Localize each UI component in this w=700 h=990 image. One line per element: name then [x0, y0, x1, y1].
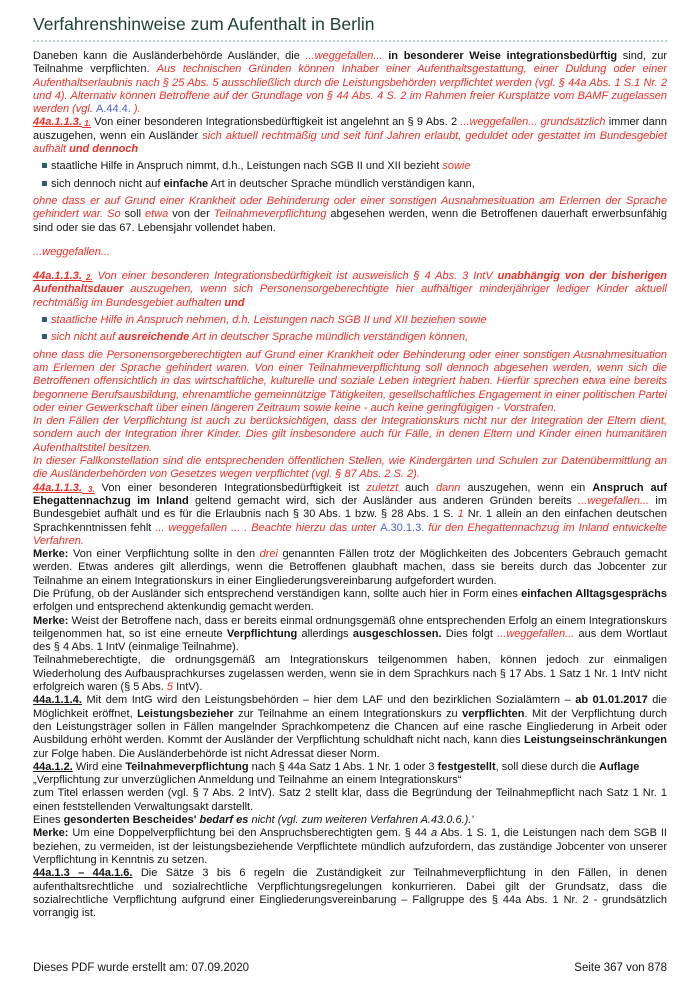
text-segment: sowie	[442, 160, 471, 173]
text-segment: zur Teilnahme an einem Integrationskurs zu	[233, 707, 463, 720]
paragraph	[33, 654, 667, 694]
text-segment: ohne dass die Personensorgeberechtigten auf Grund einer Krankheit oder Behinderung oder einer sonstigen Ausnahmesituation am Erlernen der Sprache gehindert waren. Von einer Teilnahmeverpflichtung soll dennoch abgesehen werden, wenn sich die Betroffenen offensichtlich in das wirtschaftliche, kulturelle und soziale Leben integriert haben. Hierfür sprechen etwa eine bereits begonnene Berufsausbildung, ehrenamtliche gemeinnützige Tätigkeiten, gesellschaftliches Engagement in einer politischen Partei oder einer Gewerkschaft über einen längeren Zeitraum sowie keine - auch keine geringfügigen - Vorstrafen.	[33, 348, 667, 414]
paragraph	[33, 787, 667, 814]
text-segment: immer dann auszugehen, wenn ein Ausländer	[33, 116, 667, 142]
text-segment: Wird eine	[72, 760, 126, 773]
text-segment: aus dem Wortlaut des § 4 Abs. 1 IntV (einmalige Teilnahme).	[33, 627, 668, 654]
text-segment: bedarf es	[199, 814, 249, 827]
text-segment: sich dennoch nicht auf	[51, 177, 164, 190]
text-segment: Von einer besonderen Integrationsbedürftigkeit ist	[94, 481, 367, 494]
text-segment: Teilnahmeberechtigte, die ordnungsgemäß am Integrationskurs teilgenommen haben, können jedoch zur einmaligen Wiederholung des Aufbausprachkurses zugelassen werden, wenn sie in dem Sprachkurs nach § 17 Abs. 1 Satz 1 Nr. 1 IntV nicht erfolgreich waren (§ 5 Abs.	[33, 654, 667, 694]
text-segment: ab 01.01.2017	[575, 694, 648, 707]
text-segment: und dennoch	[69, 143, 139, 156]
text-segment: Leistungseinschränkungen	[523, 734, 667, 747]
text-segment: staatliche Hilfe in Anspruch nehmen, d.h. Leistungen nach SGB II und XII beziehen sowie	[51, 314, 487, 327]
text-segment: zum Titel erlassen werden (vgl. § 7 Abs. 2 IntV). Satz 2 stellt klar, dass die Begründung der Teilnahmepflicht nach Satz 1 Nr. 1 einen feststellenden Verwaltungsakt darstellt.	[33, 787, 667, 813]
paragraph	[33, 548, 667, 588]
paragraph	[33, 349, 667, 415]
footer-page-number: Seite 367 von 878	[574, 962, 667, 974]
text-segment: 3.	[81, 484, 95, 494]
text-segment: sich aktuell rechtmäßig und seit fünf Jahren erlaubt, geduldet oder gestattet im Bundesgebiet aufhält	[33, 129, 667, 156]
text-segment: Eines	[33, 814, 64, 827]
text-segment: Aus technischen Gründen können Inhaber einer Aufenthaltsgestattung, einer Duldung oder einer Aufenthaltserlaubnis nach § 25 Abs. 5 ausschließlich durch die Leistungsbehörden verpflichtet werden (vgl. § 44a Abs. 1 S.1 Nr. 2 und 4). Alternativ können Betroffene auf der Grundlage von § 44 Abs. 4 S. 2 im Rahmen freier Kursplätze vom BAMF zugelassen werden (vgl.	[33, 63, 667, 116]
list-item	[42, 160, 667, 173]
text-segment: 44a.1.2.	[33, 760, 73, 773]
list-item	[42, 314, 667, 327]
text-segment: Von einer besonderen Integrationsbedürftigkeit ist angelehnt an § 9 Abs. 2	[91, 116, 461, 129]
text-segment: auszugehen, wenn ein	[460, 481, 593, 494]
text-segment: „Verpflichtung zur unverzüglichen Anmeldung und Teilnahme an einem Integrationskurs“	[33, 774, 462, 787]
paragraph	[33, 774, 667, 787]
text-segment: Verpflichtung	[226, 627, 298, 640]
text-segment: auszugehen, wenn sich Personensorgeberechtigte hier aufhältiger minderjähriger lediger Kinder aktuell rechtmäßig im Bundesgebiet aufhalten	[33, 283, 667, 309]
paragraph	[33, 615, 667, 655]
text-segment: Merke:	[33, 827, 69, 840]
paragraph-gap	[33, 235, 667, 246]
text-segment: ohne dass er auf Grund einer Krankheit oder Behinderung oder einer sonstigen Ausnahmesituation am Erlernen der Sprache gehindert war. So	[33, 194, 667, 221]
text-segment: die Möglichkeit eröffnet,	[33, 694, 667, 720]
text-segment: Dies folgt	[441, 627, 498, 640]
text-segment: ausreichende	[118, 331, 190, 344]
text-segment: etwa	[145, 208, 169, 221]
cross-reference-link[interactable]: A.44.4.	[95, 103, 131, 116]
text-segment: und	[224, 296, 245, 309]
paragraph	[33, 195, 667, 235]
text-segment: auch	[398, 481, 436, 494]
bullet-square-icon	[42, 163, 47, 168]
page-footer	[33, 962, 667, 974]
text-segment: nicht (vgl. zum weiteren Verfahren A.43.0.6.).'	[248, 814, 474, 827]
paragraph	[33, 867, 667, 920]
text-segment: In dieser Fallkonstellation sind die entsprechenden öffentlichen Stellen, wie Kindergärten und Schulen zur Datenübermittlung an die Ausländerbehörden von Gesetzes wegen verpflichtet (vgl. § 87 Abs. 2 S. 2).	[33, 455, 667, 481]
text-segment: Teilnahmeverpflichtung	[213, 208, 327, 221]
paragraph	[33, 415, 667, 455]
text-segment: Art in deutscher Sprache mündlich verständigen können,	[189, 331, 469, 344]
text-segment: Auflage	[599, 760, 640, 773]
text-segment: festgestellt	[437, 760, 496, 773]
cross-reference-link[interactable]: A.30.1.3.	[380, 521, 425, 534]
footer-created-date: Dieses PDF wurde erstellt am: 07.09.2020	[33, 962, 250, 974]
text-segment: geltend gemacht wird, sich der Ausländer aus anderen Gründen bereits	[188, 494, 579, 507]
text-segment: In den Fällen der Verpflichtung ist auch zu berücksichtigen, dass der Integrationskurs nicht nur der Integration der Eltern dient, sondern auch der Integration ihrer Kinder. Dies gilt insbesondere auch für Fälle, in denen Eltern und Kinder einen humanitären Aufenthaltstitel besitzen.	[33, 415, 667, 454]
text-segment: im Bundesgebiet aufhält und es für die Erlaubnis nach § 30 Abs. 1 bzw. § 28 Abs. 1 S.	[33, 494, 667, 521]
text-segment: 1	[457, 508, 464, 521]
text-segment: IntV).	[173, 681, 203, 694]
text-segment: Weist der Betroffene nach, dass er bereits einmal ordnungsgemäß ohne entsprechenden Erfolg an einem Integrationskurs teilgenommen hat, so ist eine erneute	[33, 614, 667, 640]
text-segment: ...wegefallen...	[578, 494, 650, 507]
paragraph	[33, 814, 667, 827]
text-segment: Leistungsbezieher	[137, 707, 234, 720]
text-segment: ).	[130, 103, 141, 116]
text-segment: nach § 44a Satz 1 Abs. 1 Nr. 1 oder 3	[248, 760, 438, 773]
text-segment: drei	[259, 548, 278, 561]
title-divider	[33, 40, 667, 42]
page-title: Verfahrenshinweise zum Aufenthalt in Berlin	[33, 14, 375, 34]
text-segment: ...weggefallen...	[33, 245, 111, 258]
paragraph	[33, 482, 667, 548]
paragraph	[33, 455, 667, 482]
text-segment: Merke:	[33, 614, 69, 627]
text-segment: unabhängig von der bisherigen Aufenthaltsdauer	[33, 270, 668, 296]
text-segment: ... weggefallen ... . Beachte hierzu das unter	[155, 521, 381, 534]
list-item	[42, 331, 667, 344]
text-segment: . Mit der Verpflichtung durch den Leistungsträger sollen in Fällen mangelnder Sprachkompetenz die Chancen auf eine rasche Eingliederung in Arbeit oder Ausbildung erhöht werden. Kommt der Ausländer der Verpflichtung schuldhaft nicht nach, kann dies	[33, 707, 667, 747]
paragraph	[33, 50, 667, 116]
text-segment: allerdings	[297, 627, 353, 640]
text-segment: Abs. 1 S. 1, die Leistungen nach dem SGB II beziehen, zu vermeiden, ist der leistungsbeziehende Verpflichtete mündlich aufzufordern, das zuständige Jobcenter von unserer Verpflichtung in Kenntnis zu setzen.	[33, 827, 667, 866]
text-segment: ...weggefallen...	[497, 627, 575, 640]
bullet-square-icon	[42, 317, 47, 322]
text-segment: für den Ehegattennachzug im Inland entwickelte Verfahren.	[33, 521, 667, 547]
paragraph	[33, 588, 667, 615]
text-segment: abgesehen werden, wenn die Betroffenen dauerhaft erwerbsunfähig sind oder sie das 67. Lebensjahr vollendet haben.	[33, 208, 667, 234]
paragraph	[33, 270, 667, 310]
document-body	[33, 50, 667, 920]
text-segment: 44a.1.1.3.	[33, 270, 82, 283]
bullet-square-icon	[42, 334, 47, 339]
text-segment: Von einer Verpflichtung sollte in den	[68, 548, 260, 561]
text-segment: zur Folge haben. Die Ausländerbehörde ist nicht Adressat dieser Norm.	[33, 747, 380, 760]
text-segment: verpflichten	[462, 707, 525, 720]
text-segment: Nr. 1 allein an den einfachen deutschen Sprachkenntnissen fehlt	[33, 508, 667, 534]
text-segment: Daneben kann die Ausländerbehörde Ausländer, die	[33, 50, 306, 62]
text-segment: Merke:	[33, 548, 69, 561]
text-segment: Teilnahmeverpflichtung	[125, 760, 249, 773]
text-segment: Anspruch auf Ehegattennachzug im Inland	[33, 481, 667, 507]
text-segment: sind, zur Teilnahme verpflichten.	[33, 50, 667, 76]
text-segment: , soll diese durch die	[495, 760, 599, 773]
text-segment: 44a.1.1.3.	[33, 116, 82, 129]
text-segment: von der	[168, 208, 214, 221]
text-segment: Mit dem IntG wird den Leistungsbehörden – hier dem LAF und den bezirklichen Sozialämtern –	[81, 694, 576, 707]
text-segment: erfolgen und entsprechend aktenkundig gemacht werden.	[33, 601, 314, 614]
text-segment: Um eine Doppelverpflichtung bei den Anspruchsberechtigten gem. § 44	[68, 827, 432, 840]
text-segment: staatliche Hilfe in Anspruch nimmt, d.h., Leistungen nach SGB II und XII bezieht	[51, 160, 443, 173]
text-segment: einfache	[163, 177, 209, 190]
text-segment: in besonderer Weise integrationsbedürftig	[388, 50, 618, 62]
text-segment: 1.	[81, 119, 92, 129]
text-segment: Die Sätze 3 bis 6 regeln die Zuständigkeit zur Teilnahmeverpflichtung in den Fällen, in denen aufenthaltsrechtliche und sozialrechtliche Verpflichtungsregelungen konkurrieren. Dabei gilt der Grundsatz, dass die sozialrechtliche Verpflichtung aufgrund einer Eingliederungsvereinbarung – Fallgruppe des § 44a Abs. 1 Nr. 2 - grundsätzlich vorrangig ist.	[33, 867, 667, 920]
text-segment: 2.	[81, 273, 93, 283]
text-segment: 44a.1.1.3.	[33, 481, 82, 494]
text-segment: 44a.1.1.4.	[33, 694, 82, 707]
text-segment: soll	[120, 208, 145, 221]
text-segment: 5	[166, 681, 174, 694]
list-item	[42, 178, 667, 191]
paragraph	[33, 246, 667, 259]
paragraph	[33, 827, 667, 867]
paragraph	[33, 694, 667, 760]
text-segment: gesonderten Bescheides'	[63, 814, 197, 827]
paragraph-gap	[33, 259, 667, 270]
text-segment: zuletzt	[366, 481, 399, 494]
text-segment: Art in deutscher Sprache mündlich verständigen kann,	[208, 177, 475, 190]
paragraph	[33, 761, 667, 774]
paragraph	[33, 116, 667, 156]
text-segment: ...weggefallen... grundsätzlich	[460, 116, 606, 129]
text-segment: genannten Fällen trotz der Möglichkeiten des Jobcenters Gebrauch gemacht werden. Etwas anderes gilt allerdings, wenn die Betroffenen glaubhaft machen, dass sie bereits durch das Jobcenter zur Teilnahme an einem Integrationskurs in einer Eingliederungsvereinbarung aufgefordert wurden.	[33, 548, 667, 587]
text-segment: Von einer besonderen Integrationsbedürftigkeit ist ausweislich § 4 Abs. 3 IntV	[92, 270, 498, 283]
text-segment: 44a.1.3 – 44a.1.6.	[33, 867, 133, 880]
bullet-square-icon	[42, 181, 47, 186]
text-segment: ...weggefallen...	[305, 50, 383, 62]
text-segment: sich nicht auf	[51, 331, 119, 344]
text-segment: dann	[435, 481, 461, 494]
text-segment: a	[431, 827, 438, 840]
text-segment: Die Prüfung, ob der Ausländer sich entsprechend verständigen kann, sollte auch hier in Form eines	[33, 587, 522, 600]
text-segment: einfachen Alltagsgesprächs	[521, 587, 667, 600]
text-segment: ausgeschlossen.	[352, 627, 442, 640]
